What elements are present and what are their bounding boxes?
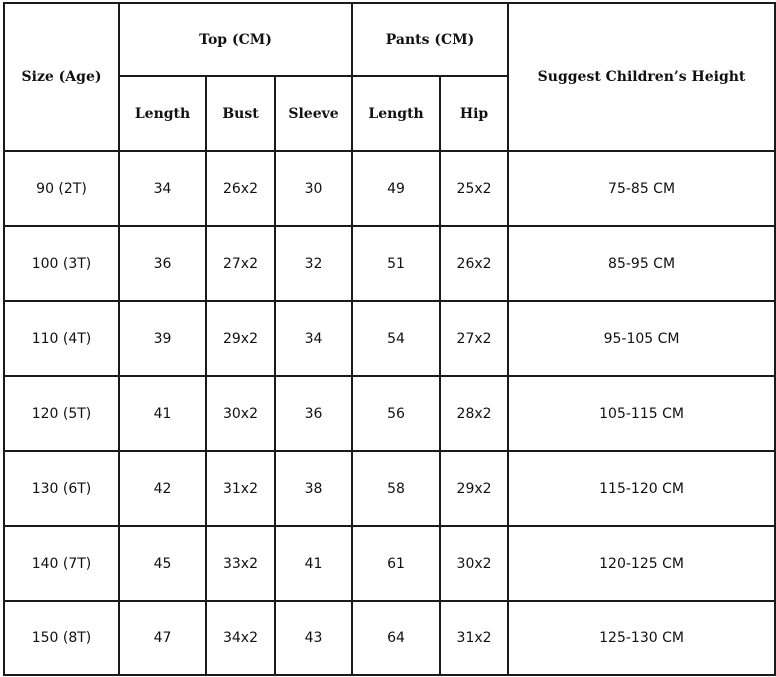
cell-height: 105-115 CM bbox=[508, 376, 775, 451]
cell-bust: 33x2 bbox=[206, 526, 275, 601]
cell-bust: 34x2 bbox=[206, 601, 275, 675]
cell-sleeve: 43 bbox=[275, 601, 352, 675]
cell-pants-length: 58 bbox=[352, 451, 440, 526]
cell-hip: 31x2 bbox=[440, 601, 508, 675]
table-row bbox=[4, 526, 775, 601]
header-size: Size (Age) bbox=[4, 3, 119, 151]
cell-size: 120 (5T) bbox=[4, 376, 119, 451]
table-row bbox=[4, 451, 775, 526]
cell-bust: 29x2 bbox=[206, 301, 275, 376]
header-pants-hip: Hip bbox=[440, 76, 508, 151]
cell-size: 150 (8T) bbox=[4, 601, 119, 675]
cell-top-length: 34 bbox=[119, 151, 206, 226]
table-row bbox=[4, 601, 775, 675]
cell-top-length: 36 bbox=[119, 226, 206, 301]
cell-height: 75-85 CM bbox=[508, 151, 775, 226]
cell-pants-length: 51 bbox=[352, 226, 440, 301]
header-row-groups bbox=[4, 3, 775, 76]
cell-pants-length: 61 bbox=[352, 526, 440, 601]
cell-size: 110 (4T) bbox=[4, 301, 119, 376]
cell-top-length: 47 bbox=[119, 601, 206, 675]
cell-sleeve: 32 bbox=[275, 226, 352, 301]
cell-pants-length: 56 bbox=[352, 376, 440, 451]
size-chart-table bbox=[3, 2, 776, 676]
header-top-sleeve: Sleeve bbox=[275, 76, 352, 151]
header-pants-length: Length bbox=[352, 76, 440, 151]
cell-sleeve: 34 bbox=[275, 301, 352, 376]
cell-height: 120-125 CM bbox=[508, 526, 775, 601]
cell-height: 115-120 CM bbox=[508, 451, 775, 526]
cell-sleeve: 38 bbox=[275, 451, 352, 526]
cell-bust: 27x2 bbox=[206, 226, 275, 301]
cell-hip: 26x2 bbox=[440, 226, 508, 301]
cell-size: 100 (3T) bbox=[4, 226, 119, 301]
cell-height: 85-95 CM bbox=[508, 226, 775, 301]
header-top-length: Length bbox=[119, 76, 206, 151]
cell-height: 125-130 CM bbox=[508, 601, 775, 675]
cell-top-length: 39 bbox=[119, 301, 206, 376]
cell-bust: 26x2 bbox=[206, 151, 275, 226]
cell-sleeve: 30 bbox=[275, 151, 352, 226]
cell-bust: 30x2 bbox=[206, 376, 275, 451]
cell-height: 95-105 CM bbox=[508, 301, 775, 376]
table-row bbox=[4, 376, 775, 451]
cell-hip: 30x2 bbox=[440, 526, 508, 601]
cell-pants-length: 54 bbox=[352, 301, 440, 376]
cell-hip: 25x2 bbox=[440, 151, 508, 226]
cell-size: 140 (7T) bbox=[4, 526, 119, 601]
cell-top-length: 42 bbox=[119, 451, 206, 526]
cell-hip: 29x2 bbox=[440, 451, 508, 526]
table-row bbox=[4, 226, 775, 301]
cell-sleeve: 36 bbox=[275, 376, 352, 451]
cell-sleeve: 41 bbox=[275, 526, 352, 601]
cell-pants-length: 49 bbox=[352, 151, 440, 226]
table-row bbox=[4, 301, 775, 376]
cell-hip: 28x2 bbox=[440, 376, 508, 451]
cell-top-length: 41 bbox=[119, 376, 206, 451]
header-top-bust: Bust bbox=[206, 76, 275, 151]
header-suggested-height: Suggest Children’s Height bbox=[508, 3, 775, 151]
cell-hip: 27x2 bbox=[440, 301, 508, 376]
table-row bbox=[4, 151, 775, 226]
cell-size: 90 (2T) bbox=[4, 151, 119, 226]
cell-size: 130 (6T) bbox=[4, 451, 119, 526]
cell-top-length: 45 bbox=[119, 526, 206, 601]
header-top-group: Top (CM) bbox=[119, 3, 352, 76]
cell-bust: 31x2 bbox=[206, 451, 275, 526]
cell-pants-length: 64 bbox=[352, 601, 440, 675]
header-pants-group: Pants (CM) bbox=[352, 3, 508, 76]
